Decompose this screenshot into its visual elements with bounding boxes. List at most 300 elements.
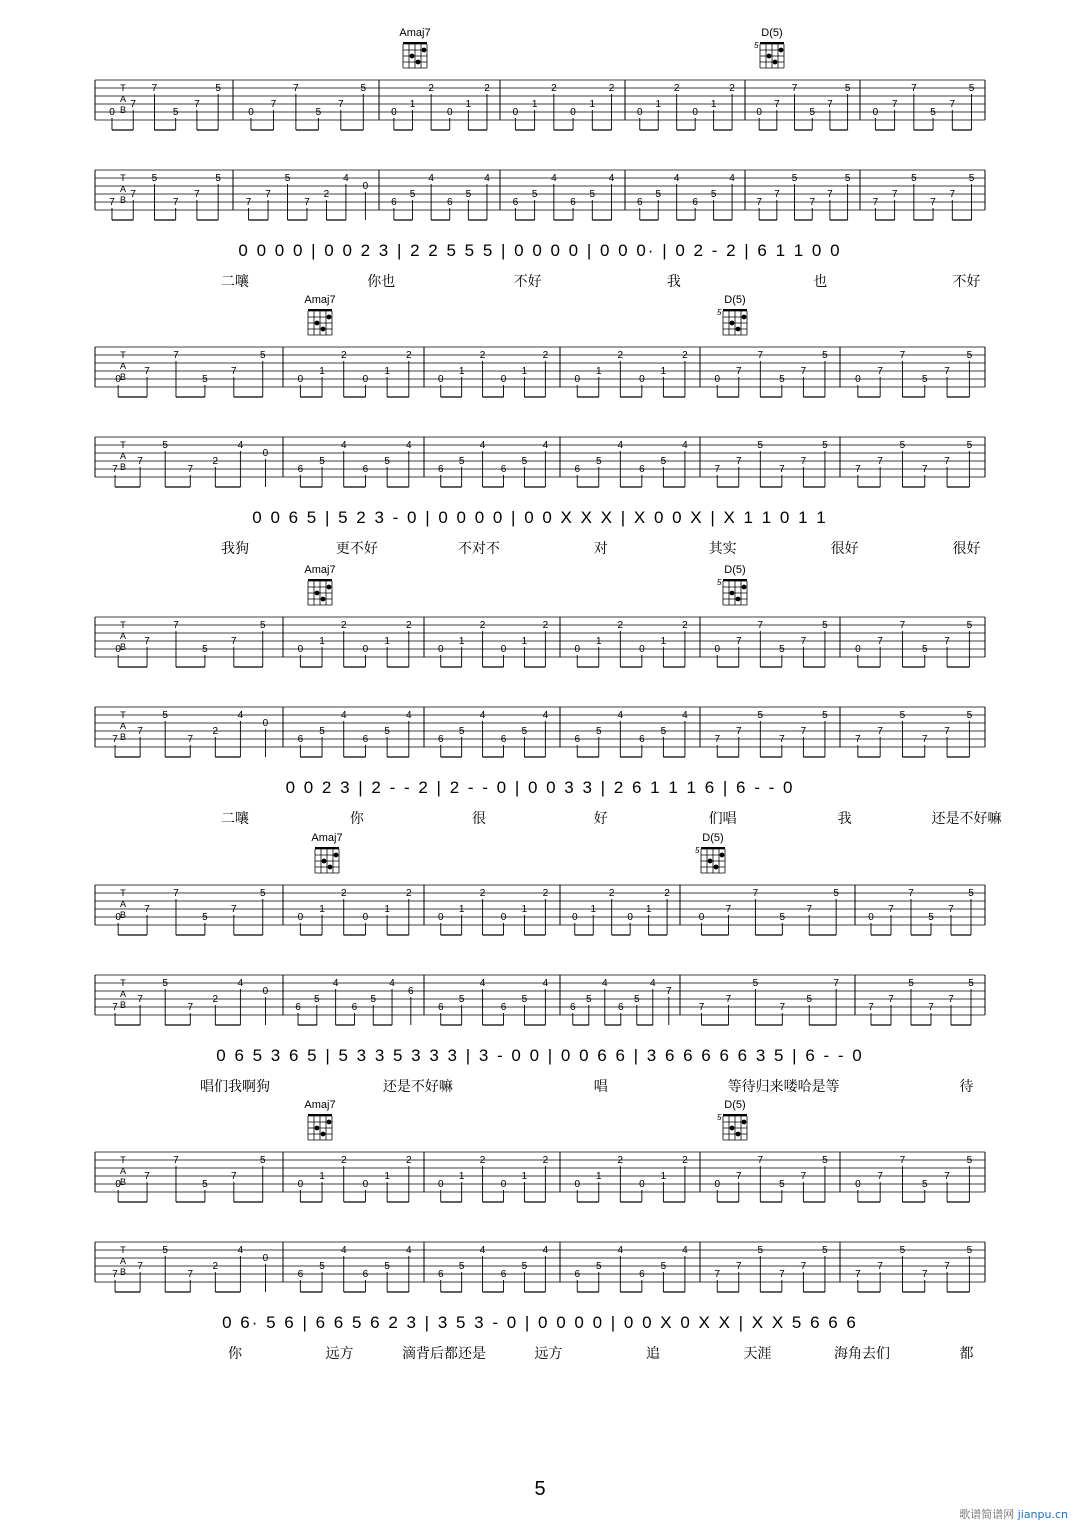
- tab-clef-letter: B: [119, 462, 127, 472]
- upper-tab-fret-number: 1: [458, 366, 465, 377]
- lower-tab-fret-number: 7: [921, 734, 928, 745]
- upper-tab-fret-number: 7: [752, 888, 759, 899]
- numbered-notation: 0 6· 5 6 | 6 6 5 6 2 3 | 3 5 3 - 0 | 0 0 0 0 | 0 0 X 0 X X | X X 5 6 6 6: [222, 1313, 858, 1332]
- lower-tab-fret-number: 5: [595, 1261, 602, 1272]
- lower-tab-fret-number: 6: [297, 734, 304, 745]
- tab-clef-letter: T: [120, 173, 126, 183]
- lower-tab-fret-number: 5: [966, 440, 973, 451]
- numbered-notation: 0 0 0 0 | 0 0 2 3 | 2 2 5 5 5 | 0 0 0 0 | 0 0 0· | 0 2 - 2 | 6 1 1 0 0: [238, 241, 842, 260]
- lower-tab-fret-number: 7: [888, 994, 894, 1005]
- upper-tab-fret-number: 7: [144, 904, 150, 915]
- upper-tab-fret-number: 1: [465, 99, 472, 110]
- upper-tab-fret-number: 0: [756, 107, 762, 118]
- tab-clef-letter: A: [119, 1256, 127, 1266]
- lower-tab-fret-number: 6: [500, 1002, 507, 1013]
- upper-tab-fret-number: 7: [757, 620, 764, 631]
- lower-tab-fret-number: 6: [446, 197, 453, 208]
- upper-tab-fret-number: 5: [202, 374, 208, 385]
- lower-tab-fret-number: 7: [809, 197, 816, 208]
- upper-tab-fret-number: 5: [779, 1179, 785, 1190]
- lyric: 海角去们: [834, 1346, 890, 1362]
- lower-tab-fret-number: 5: [370, 994, 377, 1005]
- lyric: 我: [837, 811, 852, 827]
- chord-d5-dot: [720, 853, 725, 858]
- lyric: 你: [228, 1346, 242, 1362]
- upper-tab-fret-number: 7: [888, 904, 894, 915]
- upper-tab-fret-number: 5: [259, 620, 266, 631]
- lyric: 更不好: [335, 541, 378, 557]
- lower-tab-fret-number: 5: [968, 173, 975, 184]
- lower-tab-fret-number: 5: [595, 456, 602, 467]
- upper-tab-fret-number: 5: [215, 83, 221, 94]
- upper-tab-fret-number: 2: [664, 888, 670, 899]
- tab-clef-letter: B: [119, 105, 127, 115]
- upper-tab-fret-number: 1: [319, 904, 325, 915]
- lower-tab-fret-number: 7: [855, 734, 861, 745]
- upper-tab-fret-number: 2: [406, 620, 412, 631]
- lyric: 很好: [830, 541, 859, 557]
- upper-tab-fret-number: 5: [259, 888, 266, 899]
- upper-tab-fret-number: 2: [479, 350, 486, 361]
- chord-d5-label: D(5): [724, 564, 746, 576]
- lyric: 你也: [367, 274, 396, 290]
- lower-tab-fret-number: 2: [212, 726, 219, 737]
- tab-clef-letter: A: [119, 184, 127, 194]
- lower-tab-fret-number: 6: [362, 734, 369, 745]
- upper-tab-fret-number: 7: [231, 904, 237, 915]
- lower-tab-fret-number: 4: [542, 710, 549, 721]
- lower-tab-fret-number: 7: [714, 464, 721, 475]
- lower-tab-fret-number: 5: [521, 456, 528, 467]
- upper-tab-fret-number: 0: [297, 912, 304, 923]
- chord-d5-dot: [742, 1120, 747, 1125]
- upper-tab-fret-number: 7: [877, 366, 883, 377]
- lower-tab-fret-number: 4: [551, 173, 557, 184]
- upper-tab-fret-number: 1: [590, 904, 597, 915]
- tab-clef-letter: T: [120, 710, 126, 720]
- lower-tab-fret-number: 6: [295, 1002, 301, 1013]
- chord-d5-dot: [779, 48, 784, 53]
- upper-tab-fret-number: 0: [391, 107, 397, 118]
- upper-tab-fret-number: 0: [297, 1179, 304, 1190]
- upper-tab-fret-number: 1: [384, 1171, 390, 1182]
- upper-tab-fret-number: 2: [340, 888, 347, 899]
- lower-tab-fret-number: 5: [284, 173, 291, 184]
- lower-tab-fret-number: 6: [512, 197, 519, 208]
- lyric: 很: [471, 811, 486, 827]
- upper-tab-fret-number: 2: [673, 83, 680, 94]
- lower-tab-fret-number: 7: [800, 726, 807, 737]
- tab-clef-letter: A: [119, 989, 127, 999]
- lower-tab-fret-number: 7: [112, 734, 118, 745]
- lower-tab-fret-number: 6: [500, 1269, 507, 1280]
- lower-tab-fret-number: 5: [822, 440, 828, 451]
- upper-tab-fret-number: 0: [639, 644, 645, 655]
- lower-tab-fret-number: 4: [343, 173, 349, 184]
- upper-tab-fret-number: 7: [144, 1171, 150, 1182]
- lower-tab-fret-number: 5: [899, 1245, 906, 1256]
- lower-tab-fret-number: 7: [877, 456, 883, 467]
- upper-tab-fret-number: 0: [115, 1179, 121, 1190]
- upper-tab-fret-number: 7: [891, 99, 898, 110]
- upper-tab-fret-number: 2: [542, 620, 549, 631]
- upper-tab-fret-number: 7: [144, 366, 150, 377]
- chord-d5-dot: [736, 597, 741, 602]
- upper-tab-fret-number: 1: [660, 1171, 667, 1182]
- upper-tab-fret-number: 0: [500, 1179, 507, 1190]
- chord-amaj7-dot: [321, 1132, 326, 1137]
- lower-tab-fret-number: 4: [682, 710, 688, 721]
- upper-tab-fret-number: 0: [574, 644, 581, 655]
- lyric: 远方: [534, 1346, 563, 1362]
- lower-tab-fret-number: 6: [639, 734, 645, 745]
- lower-tab-fret-number: 5: [319, 456, 325, 467]
- upper-tab-fret-number: 0: [574, 1179, 581, 1190]
- lyric: 其实: [708, 541, 737, 557]
- lower-tab-fret-number: 5: [458, 726, 465, 737]
- upper-tab-fret-number: 2: [682, 1155, 688, 1166]
- lower-tab-fret-number: 5: [899, 710, 906, 721]
- lower-tab-fret-number: 4: [340, 440, 347, 451]
- upper-tab-fret-number: 1: [521, 1171, 528, 1182]
- lyric: 也: [813, 274, 828, 290]
- upper-tab-fret-number: 5: [360, 83, 367, 94]
- lower-tab-fret-number: 7: [833, 978, 839, 989]
- upper-tab-fret-number: 1: [319, 1171, 325, 1182]
- upper-tab-fret-number: 2: [340, 350, 347, 361]
- upper-tab-fret-number: 0: [714, 1179, 721, 1190]
- upper-tab-fret-number: 0: [362, 912, 369, 923]
- lower-tab-fret-number: 4: [617, 440, 624, 451]
- lower-tab-fret-number: 4: [237, 710, 244, 721]
- lower-tab-fret-number: 5: [655, 189, 662, 200]
- upper-tab-fret-number: 7: [173, 620, 179, 631]
- chord-amaj7-dot: [416, 60, 421, 65]
- upper-tab-fret-number: 0: [698, 912, 705, 923]
- upper-tab-fret-number: 2: [406, 888, 412, 899]
- upper-tab-fret-number: 5: [315, 107, 322, 118]
- tab-clef-letter: T: [120, 620, 126, 630]
- lower-tab-fret-number: 7: [714, 734, 721, 745]
- chord-d5-dot: [736, 1132, 741, 1137]
- upper-tab-fret-number: 2: [682, 350, 688, 361]
- upper-tab-fret-number: 5: [822, 350, 828, 361]
- chord-fret-marker: 5: [717, 578, 722, 587]
- lower-tab-fret-number: 7: [112, 464, 118, 475]
- upper-tab-fret-number: 7: [194, 99, 200, 110]
- upper-tab-fret-number: 7: [877, 1171, 883, 1182]
- lower-tab-fret-number: 5: [806, 994, 813, 1005]
- chord-d5-dot: [730, 591, 735, 596]
- chord-amaj7-dot: [422, 48, 427, 53]
- lower-tab-fret-number: 4: [406, 1245, 412, 1256]
- chord-amaj7-dot: [327, 315, 332, 320]
- upper-tab-fret-number: 1: [710, 99, 717, 110]
- lower-tab-fret-number: 5: [822, 710, 828, 721]
- lyric: 二嚷: [221, 274, 249, 290]
- lower-tab-fret-number: 6: [570, 1002, 576, 1013]
- chord-amaj7-dot: [410, 54, 415, 59]
- chord-d5-dot: [742, 315, 747, 320]
- tab-clef-letter: B: [119, 372, 127, 382]
- lower-tab-fret-number: 6: [618, 1002, 624, 1013]
- lower-tab-fret-number: 5: [162, 1245, 168, 1256]
- upper-tab-fret-number: 1: [531, 99, 538, 110]
- lyric: 我狗: [221, 541, 249, 557]
- lower-tab-fret-number: 6: [437, 464, 444, 475]
- lower-tab-fret-number: 7: [779, 464, 785, 475]
- lyric: 远方: [325, 1346, 354, 1362]
- chord-amaj7-dot: [327, 585, 332, 590]
- tab-clef-letter: A: [119, 94, 127, 104]
- upper-tab-fret-number: 1: [409, 99, 416, 110]
- lower-tab-fret-number: 4: [542, 978, 549, 989]
- watermark: [959, 1506, 1068, 1522]
- upper-tab-fret-number: 7: [800, 366, 807, 377]
- lower-tab-fret-number: 4: [542, 1245, 549, 1256]
- lyric: 二嚷: [221, 811, 249, 827]
- lyric: 追: [646, 1346, 660, 1362]
- chord-d5-label: D(5): [724, 294, 746, 306]
- lyric: 还是不好嘛: [931, 811, 1002, 827]
- upper-tab-fret-number: 7: [725, 904, 732, 915]
- lower-tab-fret-number: 5: [384, 726, 390, 737]
- lower-tab-fret-number: 4: [682, 1245, 688, 1256]
- lower-tab-fret-number: 5: [589, 189, 596, 200]
- upper-tab-fret-number: 7: [827, 99, 833, 110]
- lower-tab-fret-number: 5: [319, 726, 325, 737]
- upper-tab-fret-number: 5: [172, 107, 179, 118]
- lower-tab-fret-number: 5: [966, 1245, 973, 1256]
- lower-tab-fret-number: 2: [212, 456, 219, 467]
- upper-tab-fret-number: 1: [319, 366, 325, 377]
- lower-tab-fret-number: 5: [752, 978, 759, 989]
- chord-fret-marker: 5: [754, 41, 759, 50]
- lyric: 都: [959, 1346, 974, 1362]
- chord-amaj7-label: Amaj7: [304, 564, 336, 576]
- chord-d5-label: D(5): [761, 27, 783, 39]
- tab-clef-letter: A: [119, 1166, 127, 1176]
- upper-tab-fret-number: 2: [729, 83, 735, 94]
- lower-tab-fret-number: 4: [479, 710, 486, 721]
- upper-tab-fret-number: 1: [655, 99, 662, 110]
- lower-tab-fret-number: 6: [297, 1269, 304, 1280]
- upper-tab-fret-number: 5: [202, 644, 208, 655]
- upper-tab-fret-number: 0: [855, 1179, 861, 1190]
- lower-tab-fret-number: 7: [800, 1261, 807, 1272]
- upper-tab-fret-number: 1: [521, 366, 528, 377]
- upper-tab-fret-number: 0: [500, 644, 507, 655]
- lower-tab-fret-number: 4: [237, 978, 244, 989]
- lower-tab-fret-number: 7: [855, 1269, 861, 1280]
- upper-tab-fret-number: 7: [774, 99, 780, 110]
- upper-tab-fret-number: 0: [437, 912, 444, 923]
- lower-tab-fret-number: 5: [521, 994, 528, 1005]
- upper-tab-fret-number: 5: [968, 888, 974, 899]
- tab-clef-letter: A: [119, 899, 127, 909]
- chord-d5-dot: [730, 1126, 735, 1131]
- chord-d5-label: D(5): [702, 832, 724, 844]
- lower-tab-fret-number: 7: [698, 1002, 705, 1013]
- lower-tab-fret-number: 7: [944, 456, 950, 467]
- upper-tab-fret-number: 1: [521, 636, 528, 647]
- lower-tab-fret-number: 4: [608, 173, 615, 184]
- lower-tab-fret-number: 7: [928, 1002, 934, 1013]
- chord-amaj7-dot: [328, 865, 333, 870]
- lower-tab-fret-number: 7: [666, 986, 672, 997]
- lower-tab-fret-number: 4: [479, 1245, 486, 1256]
- upper-tab-fret-number: 5: [809, 107, 816, 118]
- lower-tab-fret-number: 4: [406, 440, 412, 451]
- tab-clef-letter: B: [119, 1000, 127, 1010]
- lower-tab-fret-number: 5: [162, 710, 168, 721]
- chord-amaj7-label: Amaj7: [304, 294, 336, 306]
- upper-tab-fret-number: 0: [362, 1179, 369, 1190]
- lyric: 对: [593, 541, 608, 557]
- tab-clef-letter: B: [119, 732, 127, 742]
- upper-tab-fret-number: 5: [202, 912, 208, 923]
- lower-tab-fret-number: 2: [323, 189, 330, 200]
- upper-tab-fret-number: 7: [800, 1171, 807, 1182]
- lower-tab-fret-number: 5: [634, 994, 640, 1005]
- lower-tab-fret-number: 6: [574, 734, 581, 745]
- upper-tab-fret-number: 0: [512, 107, 519, 118]
- lower-tab-fret-number: 7: [921, 1269, 928, 1280]
- chord-amaj7-dot: [334, 853, 339, 858]
- upper-tab-fret-number: 2: [479, 1155, 486, 1166]
- watermark-cn: 歌谱简谱网: [959, 1508, 1015, 1521]
- lower-tab-fret-number: 5: [586, 994, 592, 1005]
- lower-tab-fret-number: 2: [212, 994, 219, 1005]
- lower-tab-fret-number: 6: [574, 1269, 581, 1280]
- lower-tab-fret-number: 4: [340, 710, 347, 721]
- upper-tab-fret-number: 5: [966, 350, 973, 361]
- upper-tab-fret-number: 2: [542, 350, 549, 361]
- upper-tab-fret-number: 5: [822, 620, 828, 631]
- lower-tab-fret-number: 7: [109, 197, 115, 208]
- upper-tab-fret-number: 1: [458, 1171, 465, 1182]
- upper-tab-fret-number: 0: [714, 374, 721, 385]
- upper-tab-fret-number: 7: [173, 1155, 179, 1166]
- lower-tab-fret-number: 7: [194, 189, 200, 200]
- upper-tab-fret-number: 7: [949, 99, 956, 110]
- lower-tab-fret-number: 6: [570, 197, 576, 208]
- chord-fret-marker: 5: [695, 846, 700, 855]
- upper-tab-fret-number: 0: [115, 912, 121, 923]
- tab-clef-letter: T: [120, 888, 126, 898]
- lower-tab-fret-number: 7: [855, 464, 861, 475]
- lower-tab-fret-number: 5: [458, 994, 465, 1005]
- lower-tab-fret-number: 4: [542, 440, 549, 451]
- lower-tab-fret-number: 7: [112, 1269, 118, 1280]
- tab-clef-letter: B: [119, 1177, 127, 1187]
- upper-tab-fret-number: 7: [293, 83, 299, 94]
- upper-tab-fret-number: 7: [800, 636, 807, 647]
- lower-tab-fret-number: 7: [112, 1002, 118, 1013]
- upper-tab-fret-number: 5: [921, 374, 928, 385]
- lower-tab-fret-number: 7: [779, 1002, 786, 1013]
- chord-fret-marker: 5: [717, 1113, 722, 1122]
- upper-tab-fret-number: 7: [944, 636, 950, 647]
- tab-clef-letter: B: [119, 195, 127, 205]
- lower-tab-fret-number: 7: [187, 734, 194, 745]
- upper-tab-fret-number: 1: [660, 366, 667, 377]
- lower-tab-fret-number: 7: [949, 189, 956, 200]
- upper-tab-fret-number: 7: [231, 366, 237, 377]
- lyric: 滴背后都还是: [402, 1346, 486, 1362]
- lower-tab-fret-number: 6: [437, 1002, 444, 1013]
- upper-tab-fret-number: 0: [692, 107, 698, 118]
- chord-amaj7-label: Amaj7: [311, 832, 343, 844]
- lower-tab-fret-number: 7: [872, 197, 879, 208]
- lower-tab-fret-number: 5: [215, 173, 221, 184]
- lower-tab-fret-number: 5: [757, 440, 764, 451]
- lower-tab-fret-number: 7: [137, 1261, 143, 1272]
- upper-tab-fret-number: 5: [930, 107, 936, 118]
- lower-tab-fret-number: 5: [151, 173, 158, 184]
- lower-tab-fret-number: 4: [617, 1245, 624, 1256]
- lower-tab-fret-number: 4: [332, 978, 339, 989]
- lower-tab-fret-number: 6: [639, 464, 645, 475]
- lower-tab-fret-number: 4: [729, 173, 735, 184]
- lower-tab-fret-number: 5: [899, 440, 906, 451]
- upper-tab-fret-number: 2: [484, 83, 490, 94]
- lower-tab-fret-number: 4: [428, 173, 434, 184]
- lower-tab-fret-number: 7: [779, 734, 785, 745]
- upper-tab-fret-number: 5: [259, 350, 266, 361]
- lower-tab-fret-number: 7: [877, 726, 883, 737]
- upper-tab-fret-number: 5: [844, 83, 851, 94]
- upper-tab-fret-number: 0: [446, 107, 453, 118]
- upper-tab-fret-number: 5: [259, 1155, 266, 1166]
- lower-tab-fret-number: 6: [500, 734, 507, 745]
- lower-tab-fret-number: 5: [162, 440, 168, 451]
- lower-tab-fret-number: 6: [297, 464, 304, 475]
- lower-tab-fret-number: 4: [237, 1245, 244, 1256]
- lower-tab-fret-number: 7: [137, 726, 143, 737]
- tab-clef-letter: T: [120, 1245, 126, 1255]
- upper-tab-fret-number: 0: [109, 107, 115, 118]
- upper-tab-fret-number: 5: [921, 644, 928, 655]
- chord-amaj7-label: Amaj7: [399, 27, 431, 39]
- upper-tab-fret-number: 1: [595, 636, 602, 647]
- tab-clef-letter: T: [120, 350, 126, 360]
- upper-tab-fret-number: 1: [660, 636, 667, 647]
- tab-clef-letter: A: [119, 631, 127, 641]
- upper-tab-fret-number: 0: [636, 107, 643, 118]
- upper-tab-fret-number: 0: [362, 644, 369, 655]
- upper-tab-fret-number: 7: [735, 636, 742, 647]
- upper-tab-fret-number: 7: [948, 904, 954, 915]
- upper-tab-fret-number: 2: [542, 888, 549, 899]
- tab-clef-letter: A: [119, 361, 127, 371]
- lyric: 唱们我啊狗: [200, 1079, 270, 1095]
- lower-tab-fret-number: 5: [710, 189, 717, 200]
- lower-tab-fret-number: 6: [636, 197, 643, 208]
- upper-tab-fret-number: 1: [589, 99, 596, 110]
- upper-tab-fret-number: 2: [428, 83, 434, 94]
- upper-tab-fret-number: 1: [645, 904, 652, 915]
- lower-tab-fret-number: 5: [660, 1261, 667, 1272]
- lower-tab-fret-number: 5: [757, 1245, 764, 1256]
- tab-clef-letter: B: [119, 1267, 127, 1277]
- upper-tab-fret-number: 7: [144, 636, 150, 647]
- lower-tab-fret-number: 4: [479, 978, 486, 989]
- lower-tab-fret-number: 6: [408, 986, 414, 997]
- upper-tab-fret-number: 0: [500, 374, 507, 385]
- upper-tab-fret-number: 7: [757, 1155, 764, 1166]
- upper-tab-fret-number: 7: [877, 636, 883, 647]
